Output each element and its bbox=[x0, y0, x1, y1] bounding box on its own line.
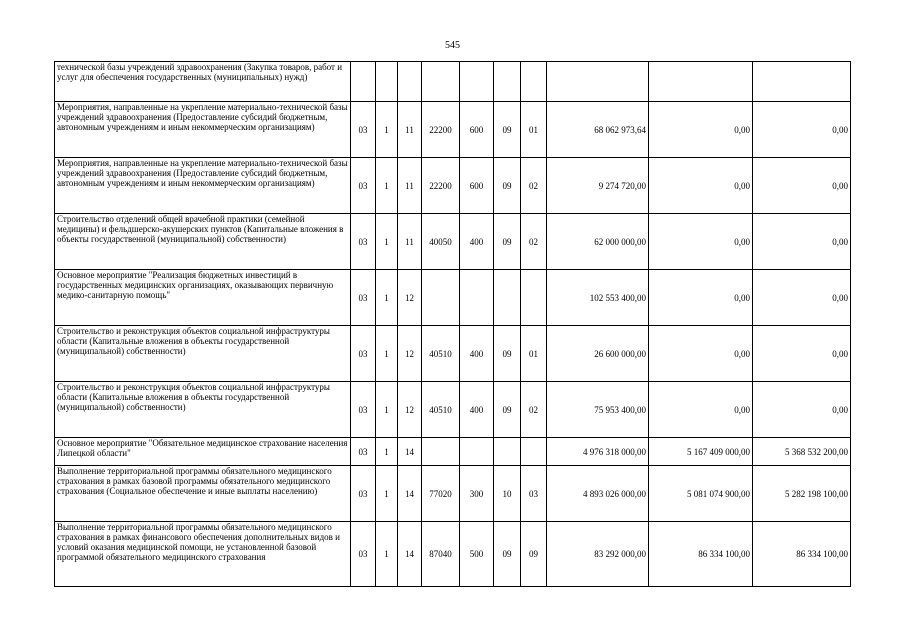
row-name: Основное мероприятие "Обязательное медицинское страхование населения Липецкой области" bbox=[55, 438, 351, 466]
table-row bbox=[55, 326, 851, 382]
code-cell: 03 bbox=[351, 158, 376, 214]
table-row bbox=[55, 214, 851, 270]
code-cell: 09 bbox=[494, 522, 521, 587]
code-cell: 03 bbox=[521, 466, 547, 522]
row-name: технической базы учреждений здравоохранения (Закупка товаров, работ и услуг для обеспечения государственных (муниципальных) нужд) bbox=[55, 62, 351, 102]
code-cell: 40510 bbox=[422, 326, 460, 382]
code-cell: 1 bbox=[376, 382, 398, 438]
code-cell: 11 bbox=[398, 158, 422, 214]
code-cell: 09 bbox=[494, 382, 521, 438]
row-name: Строительство и реконструкция объектов социальной инфраструктуры области (Капитальные вложения в объекты государственной (муниципальной) собственности) bbox=[55, 326, 351, 382]
code-cell: 02 bbox=[521, 158, 547, 214]
row-name: Строительство отделений общей врачебной практики (семейной медицины) и фельдшерско-акушерских пунктов (Капитальные вложения в объекты государственной (муниципальной) собственности) bbox=[55, 214, 351, 270]
code-cell: 09 bbox=[494, 102, 521, 158]
amount-cell: 0,00 bbox=[753, 214, 851, 270]
table-row bbox=[55, 158, 851, 214]
amount-cell bbox=[753, 62, 851, 102]
code-cell: 600 bbox=[460, 158, 494, 214]
code-cell: 09 bbox=[494, 214, 521, 270]
amount-cell bbox=[649, 62, 753, 102]
code-cell bbox=[521, 62, 547, 102]
code-cell: 12 bbox=[398, 382, 422, 438]
code-cell: 12 bbox=[398, 326, 422, 382]
code-cell: 11 bbox=[398, 102, 422, 158]
table-row bbox=[55, 270, 851, 326]
amount-cell: 0,00 bbox=[753, 102, 851, 158]
code-cell: 1 bbox=[376, 326, 398, 382]
code-cell: 1 bbox=[376, 466, 398, 522]
code-cell: 77020 bbox=[422, 466, 460, 522]
code-cell: 02 bbox=[521, 214, 547, 270]
amount-cell: 9 274 720,00 bbox=[547, 158, 649, 214]
code-cell bbox=[494, 62, 521, 102]
amount-cell: 62 000 000,00 bbox=[547, 214, 649, 270]
code-cell: 03 bbox=[351, 102, 376, 158]
table-row bbox=[55, 466, 851, 522]
code-cell: 87040 bbox=[422, 522, 460, 587]
code-cell: 1 bbox=[376, 438, 398, 466]
table-row bbox=[55, 102, 851, 158]
code-cell: 09 bbox=[494, 158, 521, 214]
amount-cell bbox=[547, 62, 649, 102]
page-number: 545 bbox=[445, 40, 460, 51]
amount-cell: 0,00 bbox=[649, 102, 753, 158]
amount-cell: 102 553 400,00 bbox=[547, 270, 649, 326]
code-cell bbox=[422, 438, 460, 466]
code-cell: 40050 bbox=[422, 214, 460, 270]
code-cell: 14 bbox=[398, 466, 422, 522]
code-cell: 14 bbox=[398, 522, 422, 587]
code-cell bbox=[422, 270, 460, 326]
code-cell: 500 bbox=[460, 522, 494, 587]
code-cell: 02 bbox=[521, 382, 547, 438]
amount-cell: 0,00 bbox=[753, 382, 851, 438]
code-cell bbox=[460, 270, 494, 326]
row-name: Мероприятия, направленные на укрепление материально-технической базы учреждений здравоохранения (Предоставление субсидий бюджетным, автономным учреждениям и иным некоммерческим организациям) bbox=[55, 158, 351, 214]
code-cell: 09 bbox=[494, 326, 521, 382]
amount-cell: 4 893 026 000,00 bbox=[547, 466, 649, 522]
code-cell: 1 bbox=[376, 158, 398, 214]
amount-cell: 5 282 198 100,00 bbox=[753, 466, 851, 522]
amount-cell: 4 976 318 000,00 bbox=[547, 438, 649, 466]
code-cell bbox=[376, 62, 398, 102]
code-cell: 1 bbox=[376, 270, 398, 326]
amount-cell: 0,00 bbox=[649, 158, 753, 214]
code-cell: 12 bbox=[398, 270, 422, 326]
code-cell: 09 bbox=[521, 522, 547, 587]
amount-cell: 86 334 100,00 bbox=[753, 522, 851, 587]
code-cell bbox=[351, 62, 376, 102]
code-cell: 1 bbox=[376, 214, 398, 270]
code-cell: 03 bbox=[351, 438, 376, 466]
code-cell: 03 bbox=[351, 214, 376, 270]
code-cell: 22200 bbox=[422, 102, 460, 158]
code-cell: 400 bbox=[460, 382, 494, 438]
amount-cell: 0,00 bbox=[753, 270, 851, 326]
amount-cell: 0,00 bbox=[649, 270, 753, 326]
code-cell: 01 bbox=[521, 326, 547, 382]
code-cell: 300 bbox=[460, 466, 494, 522]
row-name: Мероприятия, направленные на укрепление материально-технической базы учреждений здравоохранения (Предоставление субсидий бюджетным, автономным учреждениям и иным некоммерческим организациям) bbox=[55, 102, 351, 158]
amount-cell: 0,00 bbox=[753, 158, 851, 214]
row-name: Выполнение территориальной программы обязательного медицинского страхования в рамках финансового обеспечения дополнительных видов и условий оказания медицинской помощи, не установленной базовой программой обязательного медицинского страхования bbox=[55, 522, 351, 587]
amount-cell: 0,00 bbox=[649, 214, 753, 270]
amount-cell: 26 600 000,00 bbox=[547, 326, 649, 382]
code-cell bbox=[460, 438, 494, 466]
code-cell: 03 bbox=[351, 326, 376, 382]
code-cell: 40510 bbox=[422, 382, 460, 438]
code-cell: 10 bbox=[494, 466, 521, 522]
code-cell: 400 bbox=[460, 326, 494, 382]
code-cell bbox=[398, 62, 422, 102]
code-cell: 1 bbox=[376, 102, 398, 158]
code-cell: 03 bbox=[351, 522, 376, 587]
amount-cell: 5 167 409 000,00 bbox=[649, 438, 753, 466]
code-cell: 14 bbox=[398, 438, 422, 466]
code-cell: 22200 bbox=[422, 158, 460, 214]
code-cell: 03 bbox=[351, 382, 376, 438]
code-cell: 11 bbox=[398, 214, 422, 270]
amount-cell: 0,00 bbox=[753, 326, 851, 382]
code-cell: 600 bbox=[460, 102, 494, 158]
code-cell: 1 bbox=[376, 522, 398, 587]
row-name: Основное мероприятие "Реализация бюджетных инвестиций в государственных медицинских организациях, оказывающих первичную медико-санитарную помощь" bbox=[55, 270, 351, 326]
code-cell bbox=[521, 270, 547, 326]
table-row bbox=[55, 438, 851, 466]
amount-cell: 75 953 400,00 bbox=[547, 382, 649, 438]
table-row bbox=[55, 522, 851, 587]
budget-table bbox=[54, 61, 851, 587]
amount-cell: 0,00 bbox=[649, 326, 753, 382]
code-cell: 03 bbox=[351, 270, 376, 326]
amount-cell: 86 334 100,00 bbox=[649, 522, 753, 587]
code-cell: 400 bbox=[460, 214, 494, 270]
amount-cell: 5 081 074 900,00 bbox=[649, 466, 753, 522]
amount-cell: 83 292 000,00 bbox=[547, 522, 649, 587]
code-cell: 03 bbox=[351, 466, 376, 522]
code-cell bbox=[494, 270, 521, 326]
amount-cell: 5 368 532 200,00 bbox=[753, 438, 851, 466]
code-cell: 01 bbox=[521, 102, 547, 158]
code-cell bbox=[422, 62, 460, 102]
row-name: Строительство и реконструкция объектов социальной инфраструктуры области (Капитальные вложения в объекты государственной (муниципальной) собственности) bbox=[55, 382, 351, 438]
code-cell bbox=[521, 438, 547, 466]
code-cell bbox=[460, 62, 494, 102]
amount-cell: 68 062 973,64 bbox=[547, 102, 649, 158]
table-row bbox=[55, 62, 851, 102]
table-row bbox=[55, 382, 851, 438]
code-cell bbox=[494, 438, 521, 466]
amount-cell: 0,00 bbox=[649, 382, 753, 438]
row-name: Выполнение территориальной программы обязательного медицинского страхования в рамках базовой программы обязательного медицинского страхования (Социальное обеспечение и иные выплаты населению) bbox=[55, 466, 351, 522]
